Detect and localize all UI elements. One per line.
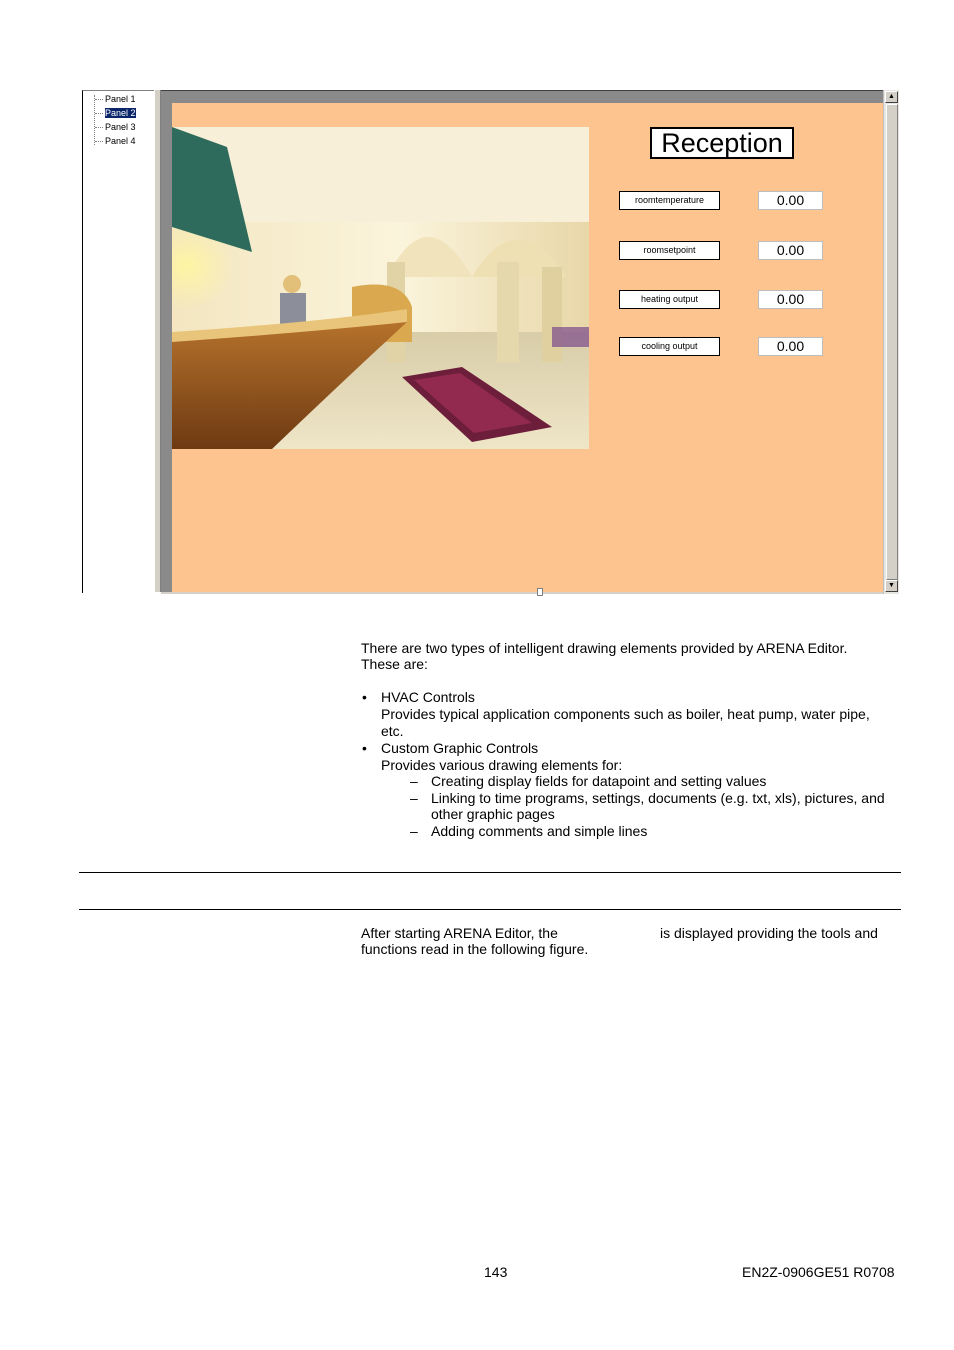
canvas-frame: [161, 90, 883, 593]
tree-item-panel-2[interactable]: [93, 107, 136, 120]
reception-photo: [172, 127, 589, 449]
scroll-down-icon[interactable]: ▼: [885, 580, 898, 592]
dash-icon: –: [410, 823, 418, 839]
tree-item-label: Panel 1: [105, 94, 136, 104]
bullet-hvac-desc-2: etc.: [381, 723, 404, 739]
scroll-thumb[interactable]: [886, 104, 898, 580]
after-text-part-1: After starting ARENA Editor, the: [361, 925, 558, 941]
tree-item-panel-1[interactable]: [93, 93, 136, 106]
after-text-part-2: is displayed providing the tools and: [660, 925, 878, 941]
dash-icon: –: [410, 790, 418, 806]
section-divider: [79, 872, 901, 873]
document-code: EN2Z-0906GE51 R0708: [742, 1264, 895, 1280]
vertical-scrollbar[interactable]: [883, 90, 899, 594]
bullet-hvac-desc-1: Provides typical application components such as boiler, heat pump, water pipe,: [381, 706, 870, 722]
dash-item-linking-cont: other graphic pages: [431, 806, 555, 822]
field-value-roomtemperature[interactable]: 0.00: [758, 191, 823, 210]
dash-item-comments: Adding comments and simple lines: [431, 823, 648, 839]
bullet-icon: •: [362, 689, 367, 705]
field-label-roomtemperature[interactable]: roomtemperature: [619, 191, 720, 210]
field-label-cooling-output[interactable]: cooling output: [619, 337, 720, 356]
resize-handle[interactable]: [537, 588, 543, 596]
field-value-roomsetpoint[interactable]: 0.00: [758, 241, 823, 260]
pane-splitter[interactable]: [154, 90, 161, 592]
intro-line-2: These are:: [361, 656, 428, 672]
tree-item-label: Panel 3: [105, 122, 136, 132]
page-number: 143: [484, 1264, 508, 1280]
dash-item-display-fields: Creating display fields for datapoint and setting values: [431, 773, 767, 789]
bullet-custom-title: Custom Graphic Controls: [381, 740, 539, 756]
tree-item-label: Panel 4: [105, 136, 136, 146]
panel-tree: [82, 90, 154, 593]
bullet-hvac-title: HVAC Controls: [381, 689, 475, 705]
tree-item-label: Panel 2: [105, 108, 136, 118]
intro-line-1: There are two types of intelligent drawing elements provided by ARENA Editor.: [361, 640, 848, 656]
field-value-cooling-output[interactable]: 0.00: [758, 337, 823, 356]
dash-item-linking: Linking to time programs, settings, documents (e.g. txt, xls), pictures, and: [431, 790, 885, 806]
tree-item-panel-3[interactable]: [93, 121, 136, 134]
field-label-heating-output[interactable]: heating output: [619, 290, 720, 309]
bullet-icon: •: [362, 740, 367, 756]
after-text-line-2: functions read in the following figure.: [361, 941, 589, 957]
editor-screenshot: [82, 90, 898, 594]
section-divider: [79, 909, 901, 910]
field-label-roomsetpoint[interactable]: roomsetpoint: [619, 241, 720, 260]
dash-icon: –: [410, 773, 418, 789]
reception-title[interactable]: Reception: [650, 127, 794, 159]
field-value-heating-output[interactable]: 0.00: [758, 290, 823, 309]
scroll-up-icon[interactable]: ▲: [885, 91, 898, 103]
tree-item-panel-4[interactable]: [93, 135, 136, 148]
horizontal-edge: [161, 592, 883, 594]
graphic-canvas[interactable]: [172, 103, 883, 593]
bullet-custom-desc: Provides various drawing elements for:: [381, 757, 623, 773]
